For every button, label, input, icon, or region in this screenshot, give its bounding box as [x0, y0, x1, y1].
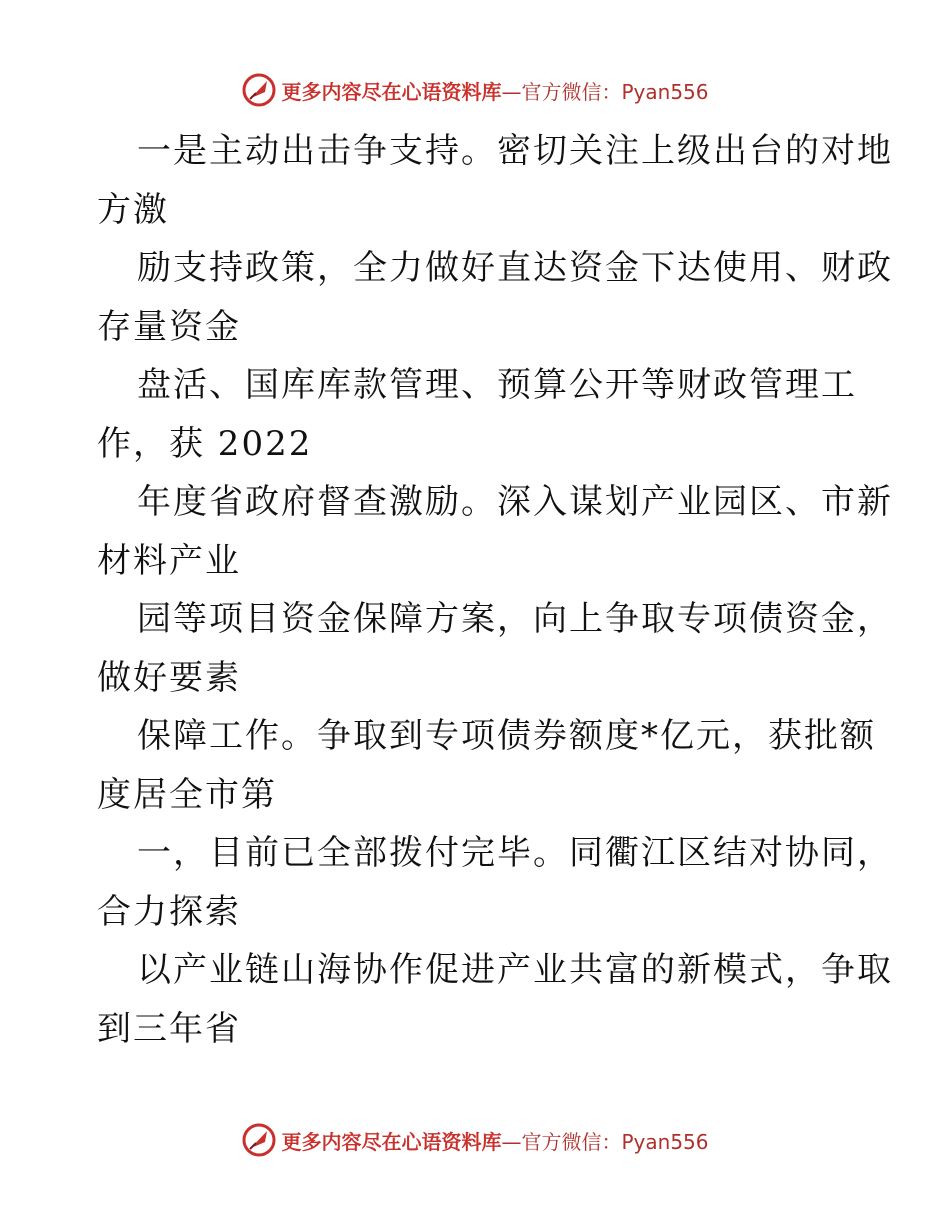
quill-logo-icon [241, 72, 277, 108]
body-line: 保障工作。争取到专项债券额度*亿元，获批额 [137, 716, 876, 756]
quill-logo-icon [241, 1122, 277, 1158]
document-body [97, 122, 893, 1058]
body-line: 方激 [97, 189, 169, 230]
body-line: 励支持政策，全力做好直达资金下达使用、财政 [137, 248, 893, 288]
footer-separator: — [501, 1129, 522, 1154]
body-line: 合力探索 [97, 891, 241, 932]
body-line: 园等项目资金保障方案，向上争取专项债资金， [137, 599, 893, 639]
header-brand: 更多内容尽在心语资料库 [281, 79, 502, 104]
body-line: 度居全市第 [97, 774, 277, 815]
footer-banner [0, 1120, 950, 1160]
body-line: 一，目前已全部拨付完毕。同衢江区结对协同， [137, 833, 893, 873]
footer-wechat-id: Pyan556 [621, 1129, 709, 1154]
body-line: 到三年省 [97, 1008, 241, 1049]
footer-brand: 更多内容尽在心语资料库 [281, 1129, 502, 1154]
body-line: 一是主动出击争支持。密切关注上级出台的对地 [137, 131, 893, 171]
body-line: 材料产业 [97, 540, 241, 581]
body-line: 存量资金 [97, 306, 241, 347]
body-line: 盘活、国库库款管理、预算公开等财政管理工 [137, 365, 857, 405]
body-line: 作，获 2022 [97, 423, 313, 464]
body-line: 年度省政府督查激励。深入谋划产业园区、市新 [137, 482, 893, 522]
footer-contact-label: 官方微信： [521, 1129, 622, 1154]
header-separator: — [501, 79, 522, 104]
header-banner [0, 70, 950, 110]
body-line: 以产业链山海协作促进产业共富的新模式，争取 [137, 950, 893, 990]
header-wechat-id: Pyan556 [621, 79, 709, 104]
header-contact-label: 官方微信： [521, 79, 622, 104]
body-line: 做好要素 [97, 657, 241, 698]
